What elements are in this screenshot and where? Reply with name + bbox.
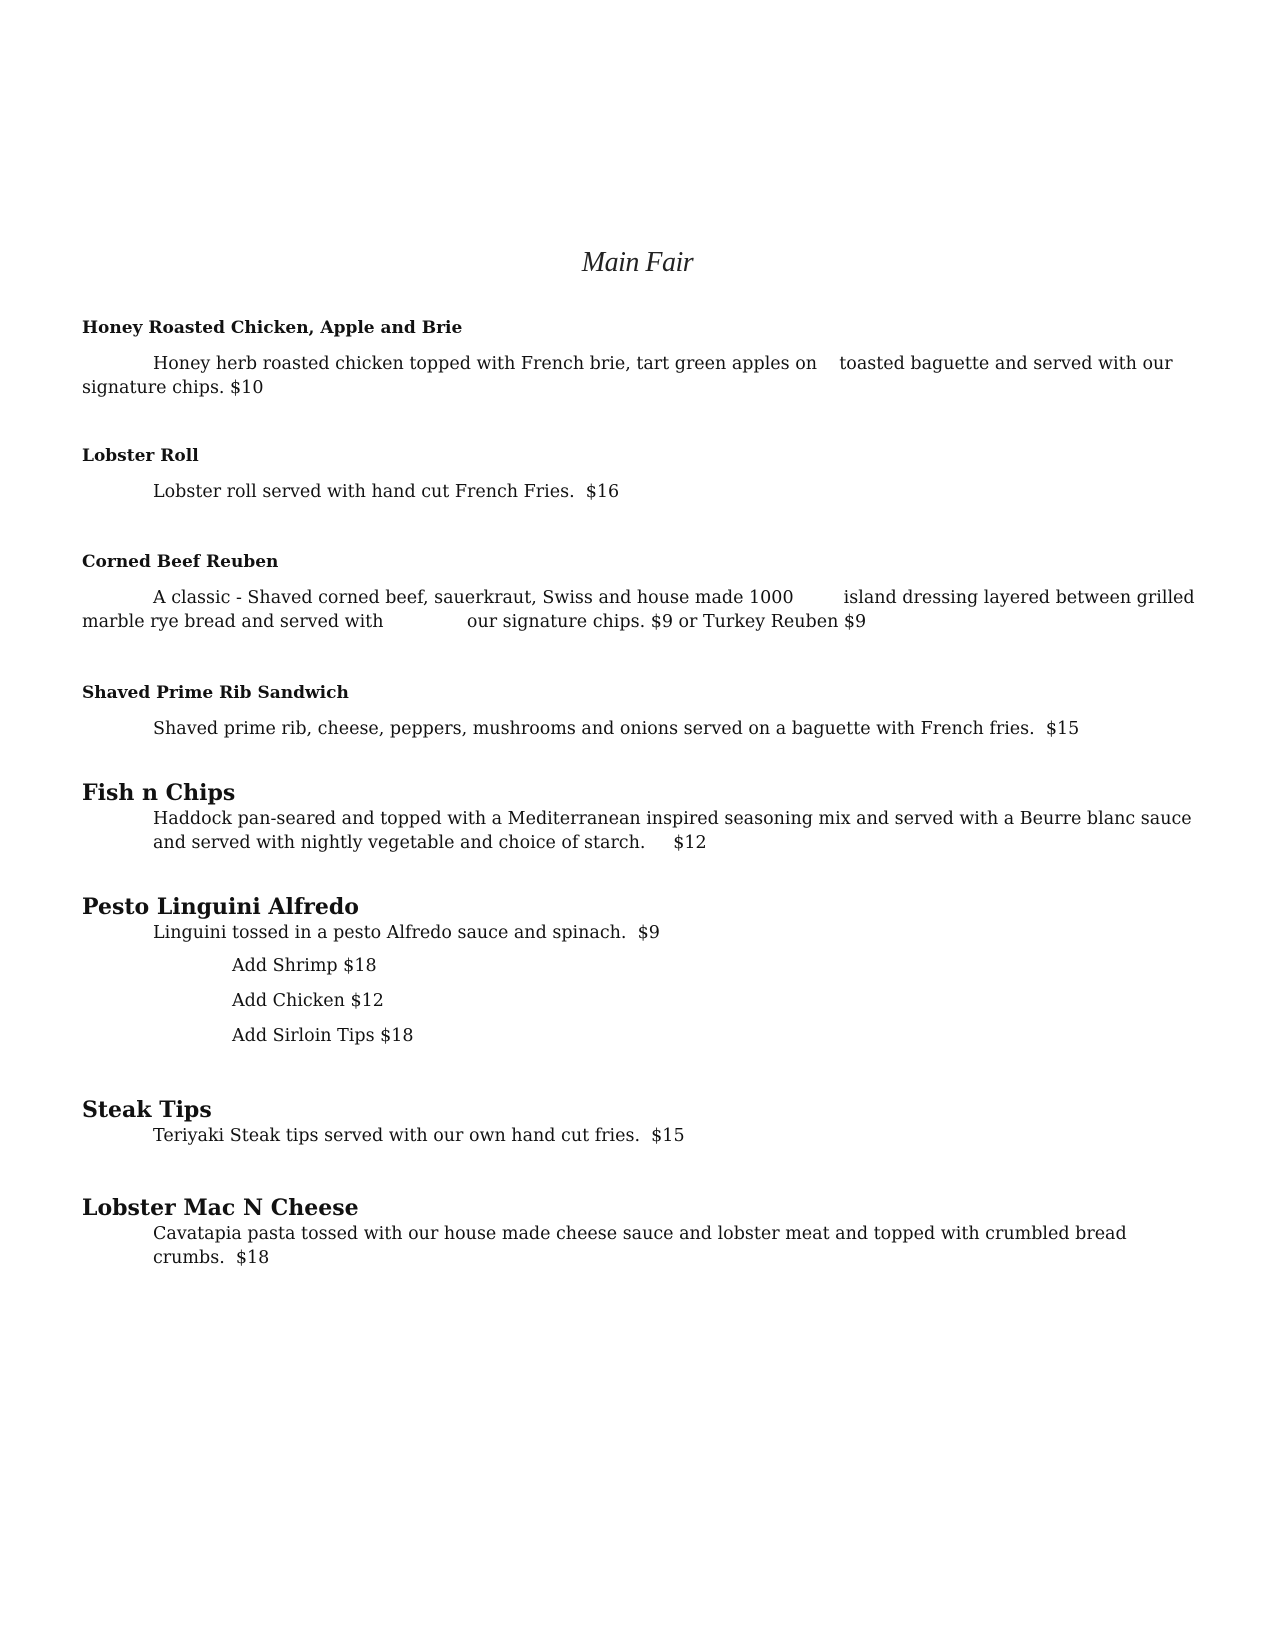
menu-item-name: Lobster Mac N Cheese <box>82 1195 359 1221</box>
menu-item-name: Shaved Prime Rib Sandwich <box>82 683 349 703</box>
menu-item-name: Pesto Linguini Alfredo <box>82 894 359 920</box>
menu-item-description-line: crumbs. $18 <box>153 1248 270 1268</box>
menu-item-description-line: Linguini tossed in a pesto Alfredo sauce and spinach. $9 <box>153 923 660 943</box>
page-title: Main Fair <box>581 247 694 278</box>
menu-item-description-line: Honey herb roasted chicken topped with French brie, tart green apples on toasted baguette and served with our <box>153 354 1173 374</box>
menu-addon: Add Sirloin Tips $18 <box>232 1026 414 1046</box>
menu-item-name: Corned Beef Reuben <box>82 552 279 572</box>
menu-item-description-line: signature chips. $10 <box>82 378 264 398</box>
menu-item-description-line: and served with nightly vegetable and choice of starch. $12 <box>153 833 707 853</box>
menu-item-name: Honey Roasted Chicken, Apple and Brie <box>82 318 463 338</box>
menu-item-name: Steak Tips <box>82 1097 212 1123</box>
menu-item-name: Fish n Chips <box>82 780 236 806</box>
menu-addon: Add Shrimp $18 <box>232 956 377 976</box>
menu-item-description-line: Lobster roll served with hand cut French Fries. $16 <box>153 482 620 502</box>
menu-item-description-line: Shaved prime rib, cheese, peppers, mushrooms and onions served on a baguette with French fries. $15 <box>153 719 1080 739</box>
menu-item-description-line: A classic - Shaved corned beef, sauerkraut, Swiss and house made 1000 island dressing layered between grilled <box>153 588 1195 608</box>
menu-item-name: Lobster Roll <box>82 446 199 466</box>
menu-item-description-line: Cavatapia pasta tossed with our house made cheese sauce and lobster meat and topped with crumbled bread <box>153 1224 1127 1244</box>
menu-addon: Add Chicken $12 <box>232 991 384 1011</box>
menu-item-description-line: Teriyaki Steak tips served with our own hand cut fries. $15 <box>153 1126 685 1146</box>
menu-item-description-line: Haddock pan-seared and topped with a Mediterranean inspired seasoning mix and served with a Beurre blanc sauce <box>153 809 1192 829</box>
menu-item-description-line: marble rye bread and served with our signature chips. $9 or Turkey Reuben $9 <box>82 612 867 632</box>
